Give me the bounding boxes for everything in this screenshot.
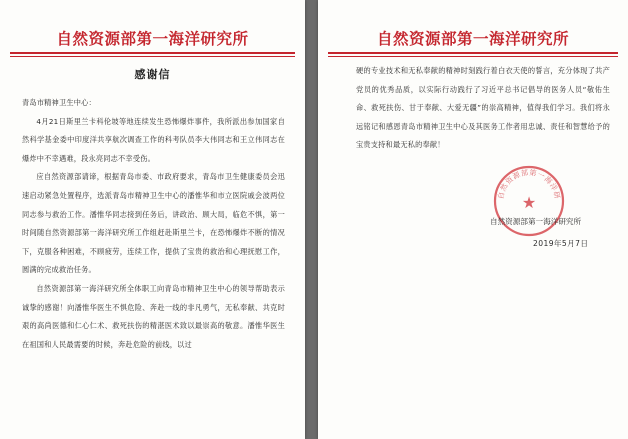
body-paragraph: 应自然资源部请谛，根据青岛市委、市政府要求，青岛市卫生健康委员会迅速启动紧急处置程序，选派青岛市精神卫生中心的潘惟华和市立医院戚会波两位同志参与救治工作。潘惟华同志接到任务后，讲政治、顾大局，临危不惧，第一时间随自然资源部第一海洋研究所工作组赶赴斯里兰卡，在恐怖爆炸不断的情况下，克服各种困难，不顾疲劳，连续工作，提供了宝贵的救治和心理抚慰工作，圆满的完成救治任务。 xyxy=(22,172,285,275)
letterhead-rule-thin xyxy=(328,56,618,57)
letter-body xyxy=(356,62,610,155)
letterhead-rule-thin xyxy=(10,56,295,57)
document-title: 感谢信 xyxy=(134,68,171,81)
body-paragraph: 4月21日斯里兰卡科伦坡等地连续发生恐怖爆炸事件，我所派出参加国家自然科学基金委中印度洋共享航次调查工作的科考队员李大伟同志和王立伟同志在爆炸中不幸遇难，段永亮同志不幸受伤。 xyxy=(22,116,285,163)
letter-body xyxy=(22,94,285,354)
letterhead-rule xyxy=(10,52,295,54)
letterhead-title: 自然资源部第一海洋研究所 xyxy=(376,29,569,48)
letterhead-title: 自然资源部第一海洋研究所 xyxy=(56,29,249,48)
svg-text:自然资源部第一海洋研究所: 自然资源部第一海洋研 xyxy=(495,167,563,200)
signature-date: 2019年5月7日 xyxy=(533,239,589,248)
svg-text:★: ★ xyxy=(521,193,537,212)
body-paragraph: 自然资源部第一海洋研究所全体职工向青岛市精神卫生中心的领导帮助表示诚挚的感谢！向潘惟华医生不惧危险、奔赴一线的非凡勇气，无私奉献、共克时艰的高尚医德和仁心仁术、救死扶伤的精湛医术致以最崇高的敬意。潘惟华医生在祖国和人民最需要的时候，奔赴危险的前线，以过 xyxy=(22,283,285,349)
letter-page-1 xyxy=(0,0,305,439)
signature-org: 自然资源部第一海洋研究所 xyxy=(490,217,582,226)
letter-page-2 xyxy=(318,0,628,439)
body-paragraph: 硬的专业技术和无私奉献的精神时刻践行着白衣天使的誓言，充分体现了共产党员的优秀品质，以实际行动践行了习近平总书记倡导的医务人员“敬佑生命、救死扶伤、甘于奉献、大爱无疆”的崇高精神，值得我们学习。我们将永远铭记和感恩青岛市精神卫生中心及其医务工作者用忠诚、责任和智慧给予的宝贵支持和最无私的奉献！ xyxy=(356,66,610,150)
salutation: 青岛市精神卫生中心： xyxy=(22,98,96,107)
letterhead-rule xyxy=(328,52,618,54)
